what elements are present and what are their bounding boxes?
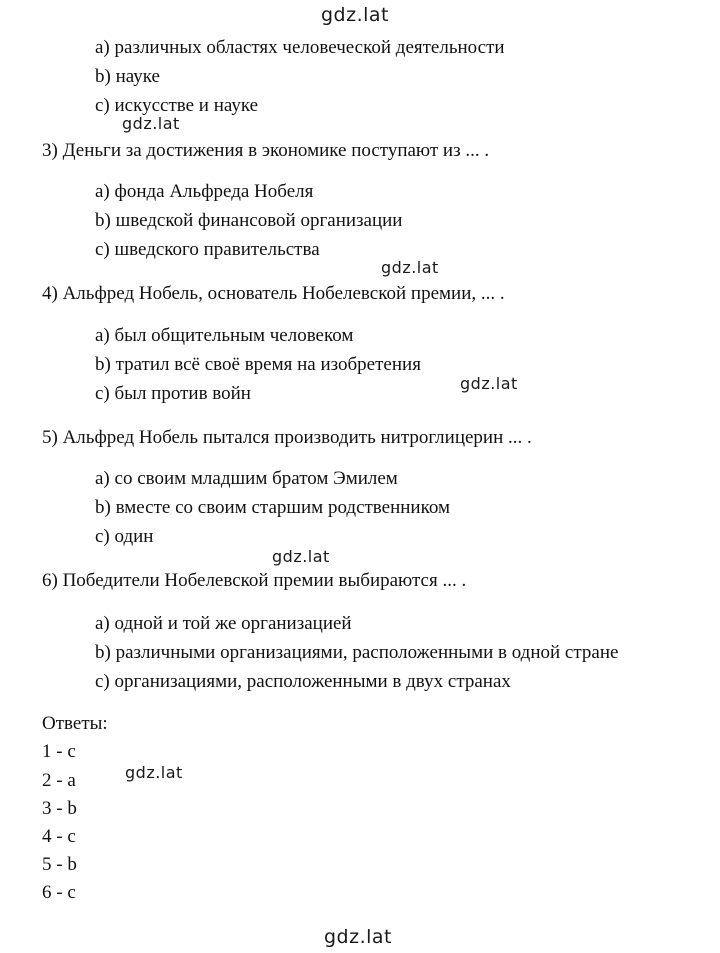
option-line: b) различными организациями, расположенными в одной стране: [95, 642, 619, 663]
question-5: 5) Альфред Нобель пытался производить нитроглицерин ... .: [42, 427, 532, 448]
watermark: gdz.lat: [381, 258, 439, 277]
watermark: gdz.lat: [122, 114, 180, 133]
option-line: a) одной и той же организацией: [95, 613, 352, 634]
watermark-bottom: gdz.lat: [324, 926, 393, 948]
option-line: a) со своим младшим братом Эмилем: [95, 468, 398, 489]
answer-item: 3 - b: [42, 798, 77, 819]
watermark: gdz.lat: [125, 763, 183, 782]
answers-title: Ответы:: [42, 713, 108, 734]
answer-item: 6 - c: [42, 882, 76, 903]
option-line: a) фонда Альфреда Нобеля: [95, 181, 314, 202]
option-line: b) тратил всё своё время на изобретения: [95, 354, 421, 375]
option-line: b) вместе со своим старшим родственником: [95, 497, 451, 518]
answer-item: 1 - c: [42, 741, 76, 762]
option-line: b) шведской финансовой организации: [95, 210, 403, 231]
option-line: c) один: [95, 526, 154, 547]
answer-item: 4 - c: [42, 826, 76, 847]
question-6: 6) Победители Нобелевской премии выбираются ... .: [42, 570, 467, 591]
option-line: c) организациями, расположенными в двух странах: [95, 671, 511, 692]
option-line: c) искусстве и науке: [95, 95, 259, 116]
question-4: 4) Альфред Нобель, основатель Нобелевской премии, ... .: [42, 283, 505, 304]
watermark: gdz.lat: [272, 547, 330, 566]
watermark: gdz.lat: [460, 374, 518, 393]
option-line: a) был общительным человеком: [95, 325, 354, 346]
answer-item: 2 - a: [42, 770, 76, 791]
question-3: 3) Деньги за достижения в экономике поступают из ... .: [42, 140, 490, 161]
option-line: c) был против войн: [95, 383, 251, 404]
answer-item: 5 - b: [42, 854, 77, 875]
option-line: c) шведского правительства: [95, 239, 320, 260]
watermark-top: gdz.lat: [321, 4, 390, 26]
option-line: b) науке: [95, 66, 160, 87]
option-line: a) различных областях человеческой деятельности: [95, 37, 505, 58]
